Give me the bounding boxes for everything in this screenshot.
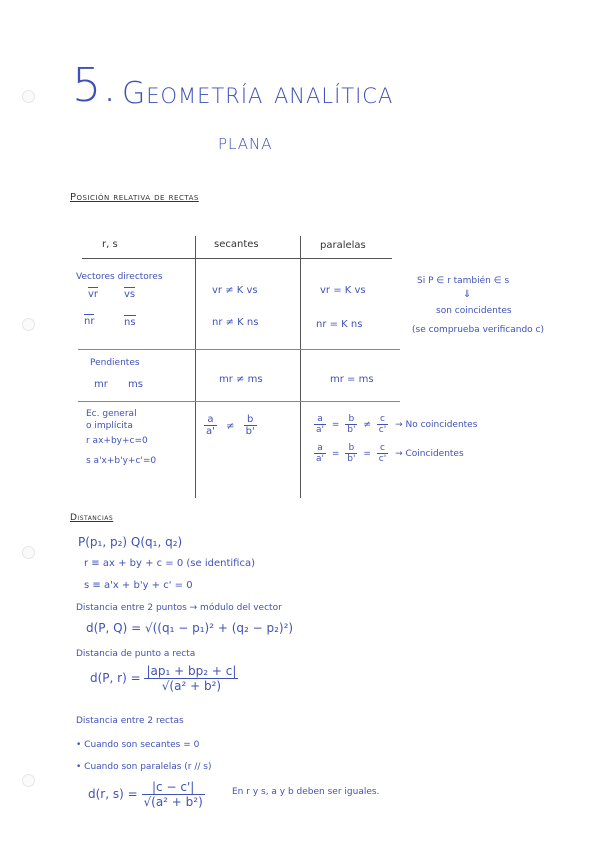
row-label-pendientes: Pendientes	[90, 358, 140, 368]
dist-two-lines-formula: d(r, s) = $\frac{|c - c'|}{\text{√(a² + b²)}}$	[88, 780, 203, 809]
line-r-equation: r ≡ ax + by + c = 0 (se identifica)	[84, 558, 255, 569]
case-paralelas: • Cuando son paralelas (r // s)	[76, 762, 212, 772]
dist-two-points-label: Distancia entre 2 puntos → módulo del vector	[76, 603, 282, 613]
note-coincidentes-2: → Coincidentes	[395, 449, 464, 459]
binder-hole	[22, 546, 35, 559]
table-divider	[78, 401, 400, 402]
title-number: 5.	[72, 58, 118, 112]
points-pq: P(p₁, p₂) Q(q₁, q₂)	[78, 535, 183, 549]
down-arrow-icon: ⇓	[463, 289, 472, 300]
vector-vr: vr	[88, 289, 99, 300]
slope-ms: ms	[128, 379, 143, 390]
table-divider	[82, 258, 392, 259]
table-divider	[78, 349, 400, 350]
cell-vd-secantes: vr ≠ K vs	[212, 285, 258, 296]
cell-vd-paralelas: vr = K vs	[320, 285, 366, 296]
note-coincidentes: son coincidentes	[436, 306, 512, 316]
cell-ec-secantes: $\frac{a}{a'}$ ≠ $\frac{b}{b'}$	[206, 414, 255, 437]
cell-nv-paralelas: nr = K ns	[316, 319, 363, 330]
note-no-coincidentes: → No coincidentes	[395, 420, 478, 430]
line-s-equation: s ≡ a'x + b'y + c' = 0	[84, 580, 193, 591]
dist-two-points-formula: d(P, Q) = √((q₁ − p₁)² + (q₂ − p₂)²)	[86, 621, 294, 635]
table-header-paralelas: paralelas	[320, 240, 366, 251]
case-secantes: • Cuando son secantes = 0	[76, 740, 200, 750]
binder-hole	[22, 774, 35, 787]
vector-nr: nr	[84, 316, 95, 327]
slope-mr: mr	[94, 379, 108, 390]
vector-ns: ns	[124, 317, 136, 328]
dist-two-lines-label: Distancia entre 2 rectas	[76, 716, 184, 726]
table-header-rs: r, s	[102, 239, 118, 250]
row-label-vectores: Vectores directores	[76, 272, 163, 282]
binder-hole	[22, 90, 35, 103]
table-divider	[300, 236, 301, 498]
table-header-secantes: secantes	[214, 239, 259, 250]
page-title: Geometría analítica	[122, 76, 394, 111]
section-heading-posicion: Posición relativa de rectas	[70, 192, 199, 203]
cell-nv-secantes: nr ≠ K ns	[212, 317, 259, 328]
equation-r: r ax+by+c=0	[86, 436, 148, 446]
row-label-ec-implicita: o implícita	[86, 421, 133, 431]
page-subtitle: plana	[218, 130, 273, 154]
equation-s: s a'x+b'y+c'=0	[86, 456, 157, 466]
binder-hole	[22, 318, 35, 331]
note-verify: (se comprueba verificando c)	[412, 325, 545, 335]
note-coincidence: Si P ∈ r también ∈ s	[417, 276, 510, 286]
vector-vs: vs	[124, 289, 136, 300]
cell-pend-secantes: mr ≠ ms	[219, 374, 263, 385]
cell-ec-paralelas-1: $\frac{a}{a'}$ = $\frac{b}{b'}$ ≠ $\frac{c}{c'}$ → No coincidentes	[316, 414, 478, 435]
dist-point-line-formula: d(P, r) = $\frac{\text{|ap₁ + bp₂ + c|}}{\text{√(a² + b²)}}$	[90, 664, 237, 693]
section-heading-distancias: Distancias	[70, 513, 114, 523]
cell-ec-paralelas-2: $\frac{a}{a'}$ = $\frac{b}{b'}$ = $\frac{c}{c'}$ → Coincidentes	[316, 443, 464, 464]
table-divider	[195, 236, 196, 498]
row-label-ec-general: Ec. general	[86, 409, 137, 419]
cell-pend-paralelas: mr = ms	[330, 374, 374, 385]
parallel-note: En r y s, a y b deben ser iguales.	[232, 787, 380, 797]
dist-point-line-label: Distancia de punto a recta	[76, 649, 196, 659]
